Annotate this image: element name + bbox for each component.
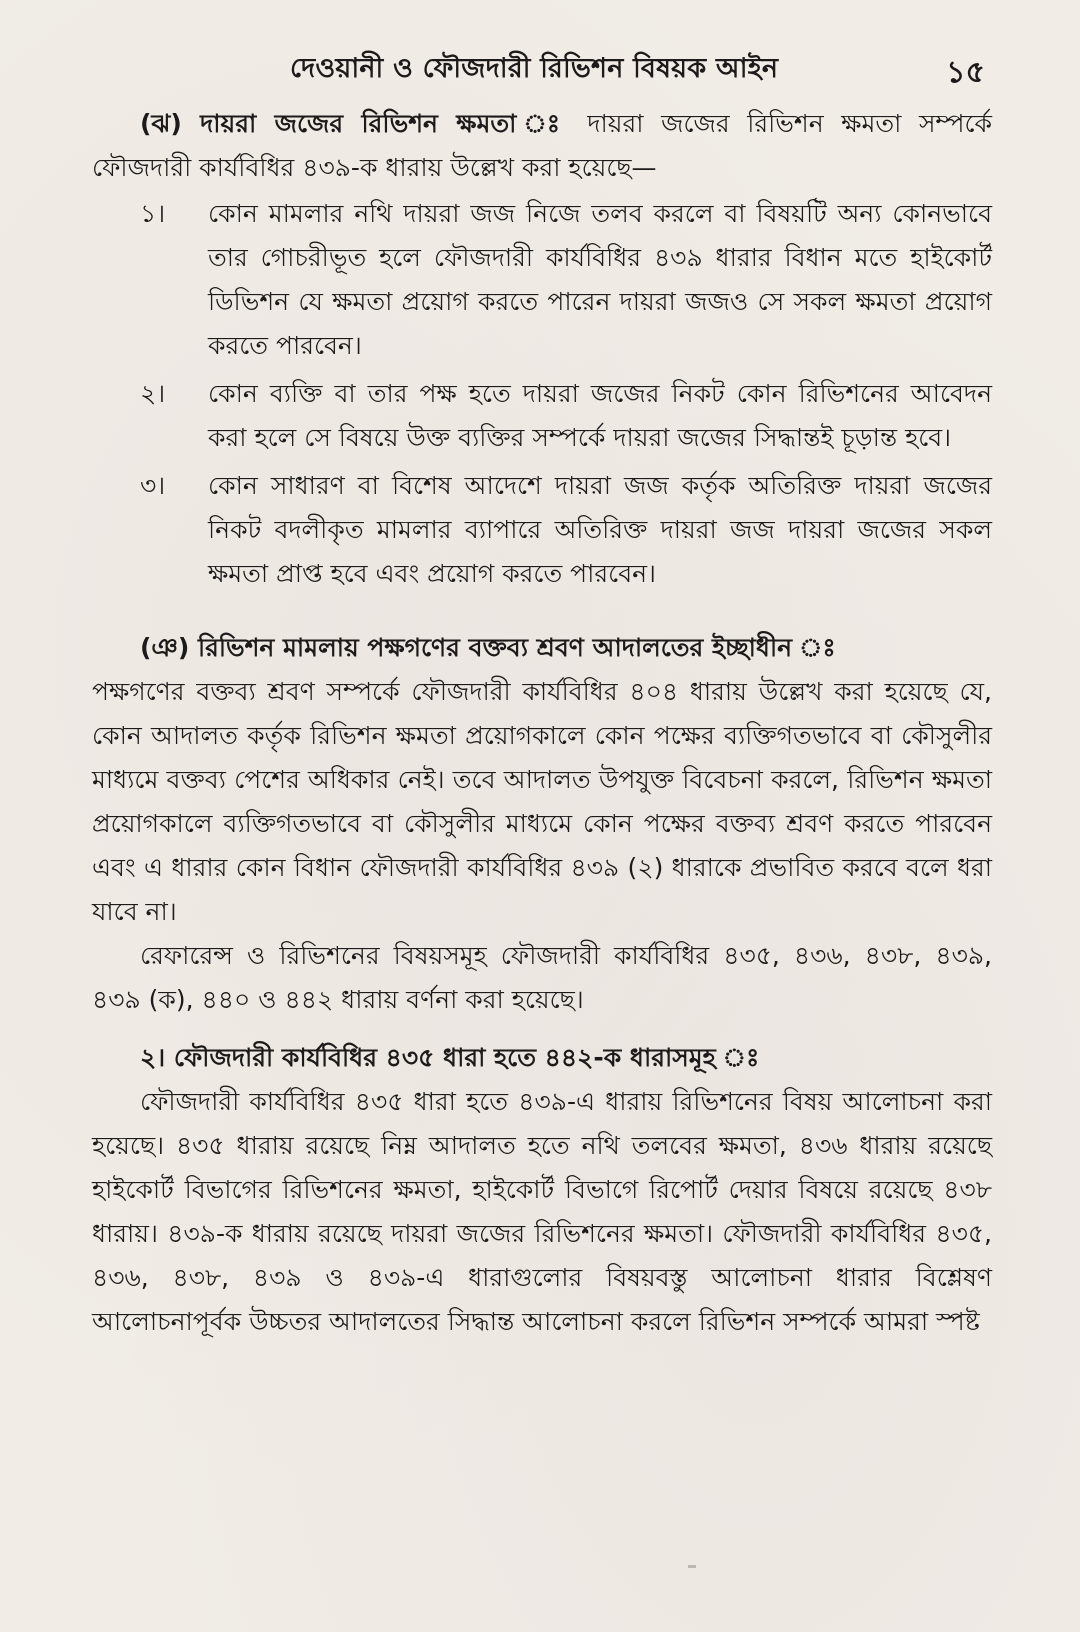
list-item xyxy=(92,192,992,368)
list-item xyxy=(92,464,992,596)
list-item-number: ৩। xyxy=(140,471,166,500)
page-number: ১৫ xyxy=(946,55,985,90)
page-body xyxy=(92,102,992,1344)
section-jha-list xyxy=(92,192,992,596)
spacer xyxy=(92,1022,992,1036)
list-item-number: ১। xyxy=(140,199,166,228)
list-item-text: কোন মামলার নথি দায়রা জজ নিজে তলব করলে বা বিষয়টি অন্য কোনভাবে তার গোচরীভূত হলে ফৌজদারী কার্যবিধির ৪৩৯ ধারার বিধান মতে হাইকোর্ট ডিভিশন যে ক্ষমতা প্রয়োগ করতে পারেন দায়রা জজও সে সকল ক্ষমতা প্রয়োগ করতে পারবেন। xyxy=(208,199,992,360)
section-jha-intro: দায়রা জজের রিভিশন ক্ষমতা সম্পর্কে ফৌজদারী কার্যবিধির ৪৩৯-ক ধারায় উল্লেখ করা হয়েছে— xyxy=(92,109,992,182)
section-2-body: ফৌজদারী কার্যবিধির ৪৩৫ ধারা হতে ৪৩৯-এ ধারায় রিভিশনের বিষয় আলোচনা করা হয়েছে। ৪৩৫ ধারায় রয়েছে নিম্ন আদালত হতে নথি তলবের ক্ষমতা, ৪৩৬ ধারায় রয়েছে হাইকোর্ট বিভাগের রিভিশনের ক্ষমতা, হাইকোর্ট বিভাগে রিপোর্ট দেয়ার বিষয়ে রয়েছে ৪৩৮ ধারায়। ৪৩৯-ক ধারায় রয়েছে দায়রা জজের রিভিশনের ক্ষমতা। ফৌজদারী কার্যবিধির ৪৩৫, ৪৩৬, ৪৩৮, ৪৩৯ ও ৪৩৯-এ ধারাগুলোর বিষয়বস্তু আলোচনা ধারার বিশ্লেষণ আলোচনাপূর্বক উচ্চতর আদালতের সিদ্ধান্ত আলোচনা করলে রিভিশন সম্পর্কে আমরা স্পষ্ট xyxy=(92,1087,992,1336)
page-mark xyxy=(688,1565,696,1568)
section-nya-heading: (ঞ) রিভিশন মামলায় পক্ষগণের বক্তব্য শ্রবণ আদালতের ইচ্ছাধীন ঃ xyxy=(140,633,836,662)
list-item-number: ২। xyxy=(140,379,166,408)
section-jha-heading: (ঝ) দায়রা জজের রিভিশন ক্ষমতা ঃ xyxy=(140,109,570,138)
running-title: দেওয়ানী ও ফৌজদারী রিভিশন বিষয়ক আইন xyxy=(290,53,779,84)
list-item-text: কোন সাধারণ বা বিশেষ আদেশে দায়রা জজ কর্তৃক অতিরিক্ত দায়রা জজের নিকট বদলীকৃত মামলার ব্যাপারে অতিরিক্ত দায়রা জজ দায়রা জজের সকল ক্ষমতা প্রাপ্ত হবে এবং প্রয়োগ করতে পারবেন। xyxy=(208,471,992,588)
page-header xyxy=(0,48,1080,88)
section-2-heading: ২। ফৌজদারী কার্যবিধির ৪৩৫ ধারা হতে ৪৪২-ক ধারাসমূহ ঃ xyxy=(140,1043,760,1072)
list-item xyxy=(92,372,992,460)
list-item-text: কোন ব্যক্তি বা তার পক্ষ হতে দায়রা জজের নিকট কোন রিভিশনের আবেদন করা হলে সে বিষয়ে উক্ত ব্যক্তির সম্পর্কে দায়রা জজের সিদ্ধান্তই চূড়ান্ত হবে। xyxy=(208,379,992,452)
spacer xyxy=(92,600,992,626)
section-nya-body: পক্ষগণের বক্তব্য শ্রবণ সম্পর্কে ফৌজদারী কার্যবিধির ৪০৪ ধারায় উল্লেখ করা হয়েছে যে, কোন আদালত কর্তৃক রিভিশন ক্ষমতা প্রয়োগকালে কোন পক্ষের ব্যক্তিগতভাবে বা কৌসুলীর মাধ্যমে বক্তব্য পেশের অধিকার নেই। তবে আদালত উপযুক্ত বিবেচনা করলে, রিভিশন ক্ষমতা প্রয়োগকালে ব্যক্তিগতভাবে বা কৌসুলীর মাধ্যমে কোন পক্ষের বক্তব্য শ্রবণ করতে পারবেন এবং এ ধারার কোন বিধান ফৌজদারী কার্যবিধির ৪৩৯ (২) ধারাকে প্রভাবিত করবে বলে ধরা যাবে না। xyxy=(92,677,992,926)
section-nya-reference: রেফারেন্স ও রিভিশনের বিষয়সমূহ ফৌজদারী কার্যবিধির ৪৩৫, ৪৩৬, ৪৩৮, ৪৩৯, ৪৩৯ (ক), ৪৪০ ও ৪৪২ ধারায় বর্ণনা করা হয়েছে। xyxy=(92,941,992,1014)
section-jha-paragraph xyxy=(92,102,992,190)
